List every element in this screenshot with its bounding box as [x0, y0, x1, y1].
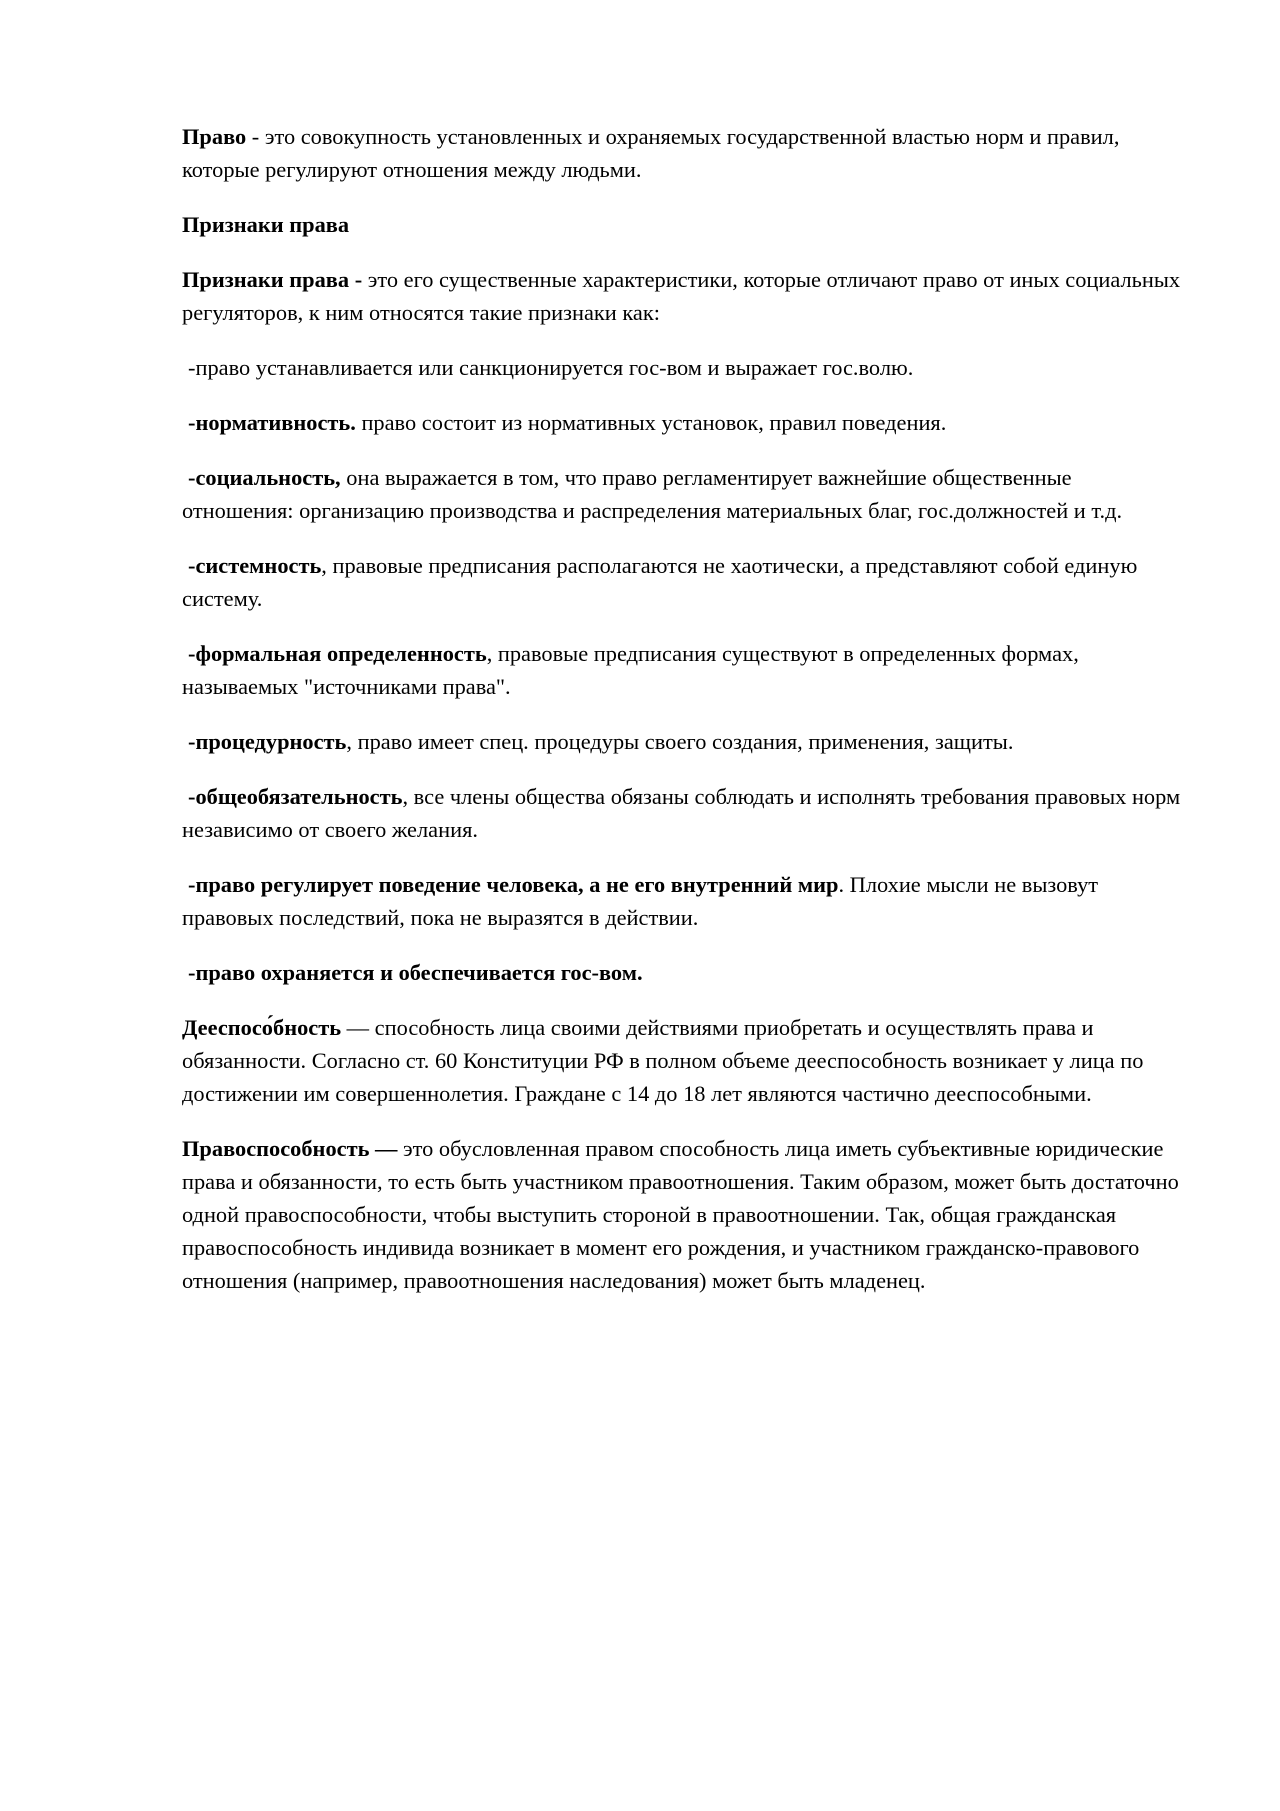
- sign-item-text: она выражается в том, что право регламентирует важнейшие общественные отношения: организацию производства и распределения материальных благ, гос.должностей и т.д.: [182, 465, 1123, 523]
- sign-item-state-protection: [182, 956, 1182, 989]
- sign-item-text: , правовые предписания располагаются не хаотически, а представляют собой единую систему.: [182, 553, 1138, 611]
- sign-item-bold: -право регулирует поведение человека, а не его внутренний мир: [188, 872, 839, 897]
- capacity-paragraph: [182, 1011, 1182, 1110]
- definition-law-term: Право: [182, 124, 247, 149]
- sign-item-sociality: [182, 461, 1182, 527]
- sign-item-text: , правовые предписания существуют в определенных формах, называемых "источниками права".: [182, 641, 1079, 699]
- sign-item-text: право состоит из нормативных установок, правил поведения.: [355, 410, 947, 435]
- signs-intro-term: Признаки права -: [182, 267, 363, 292]
- sign-item-bold: -системность: [188, 553, 322, 578]
- sign-item-bold: -нормативность.: [188, 410, 356, 435]
- sign-item-bold: -процедурность: [188, 729, 347, 754]
- capacity-text: — способность лица своими действиями приобретать и осуществлять права и обязанности. Согласно ст. 60 Конституции РФ в полном объеме дееспособность возникает у лица по достижении им совершеннолетия. Граждане с 14 до 18 лет являются частично дееспособными.: [182, 1015, 1144, 1106]
- sign-item-text: , право имеет спец. процедуры своего создания, применения, защиты.: [346, 729, 1014, 754]
- document-body: [182, 120, 1182, 1319]
- sign-item-procedurality: [182, 725, 1182, 758]
- sign-item-bold: -право охраняется и обеспечивается гос-вом.: [188, 960, 643, 985]
- sign-item-state-will: [182, 351, 1182, 384]
- sign-item-text: -право устанавливается или санкционируется гос-вом и выражает гос.волю.: [188, 355, 914, 380]
- legal-capacity-paragraph: [182, 1132, 1182, 1297]
- sign-item-bold: -общеобязательность: [188, 784, 403, 809]
- sign-item-text: , все члены общества обязаны соблюдать и исполнять требования правовых норм независимо от своего желания.: [182, 784, 1181, 842]
- signs-intro-paragraph: [182, 263, 1182, 329]
- definition-law-text: - это совокупность установленных и охраняемых государственной властью норм и правил, которые регулируют отношения между людьми.: [182, 124, 1120, 182]
- sign-item-bold: -социальность,: [188, 465, 341, 490]
- section-heading: Признаки права: [182, 212, 350, 237]
- sign-item-universal-obligation: [182, 780, 1182, 846]
- sign-item-behavior-regulation: [182, 868, 1182, 934]
- legal-capacity-text: это обусловленная правом способность лица иметь субъективные юридические права и обязанности, то есть быть участником правоотношения. Таким образом, может быть достаточно одной правоспособности, чтобы выступить стороной в правоотношении. Так, общая гражданская правоспособность индивида возникает в момент его рождения, и участником гражданско-правового отношения (например, правоотношения наследования) может быть младенец.: [182, 1136, 1179, 1293]
- legal-capacity-term: Правоспособность —: [182, 1136, 398, 1161]
- sign-item-normativity: [182, 406, 1182, 439]
- definition-law-paragraph: [182, 120, 1182, 186]
- sign-item-text: . Плохие мысли не вызовут правовых последствий, пока не выразятся в действии.: [182, 872, 1099, 930]
- sign-item-formal-certainty: [182, 637, 1182, 703]
- capacity-term: Дееспосо́бность: [182, 1015, 342, 1040]
- signs-intro-text: это его существенные характеристики, которые отличают право от иных социальных регуляторов, к ним относятся такие признаки как:: [182, 267, 1181, 325]
- sign-item-bold: -формальная определенность: [188, 641, 487, 666]
- sign-item-systemicity: [182, 549, 1182, 615]
